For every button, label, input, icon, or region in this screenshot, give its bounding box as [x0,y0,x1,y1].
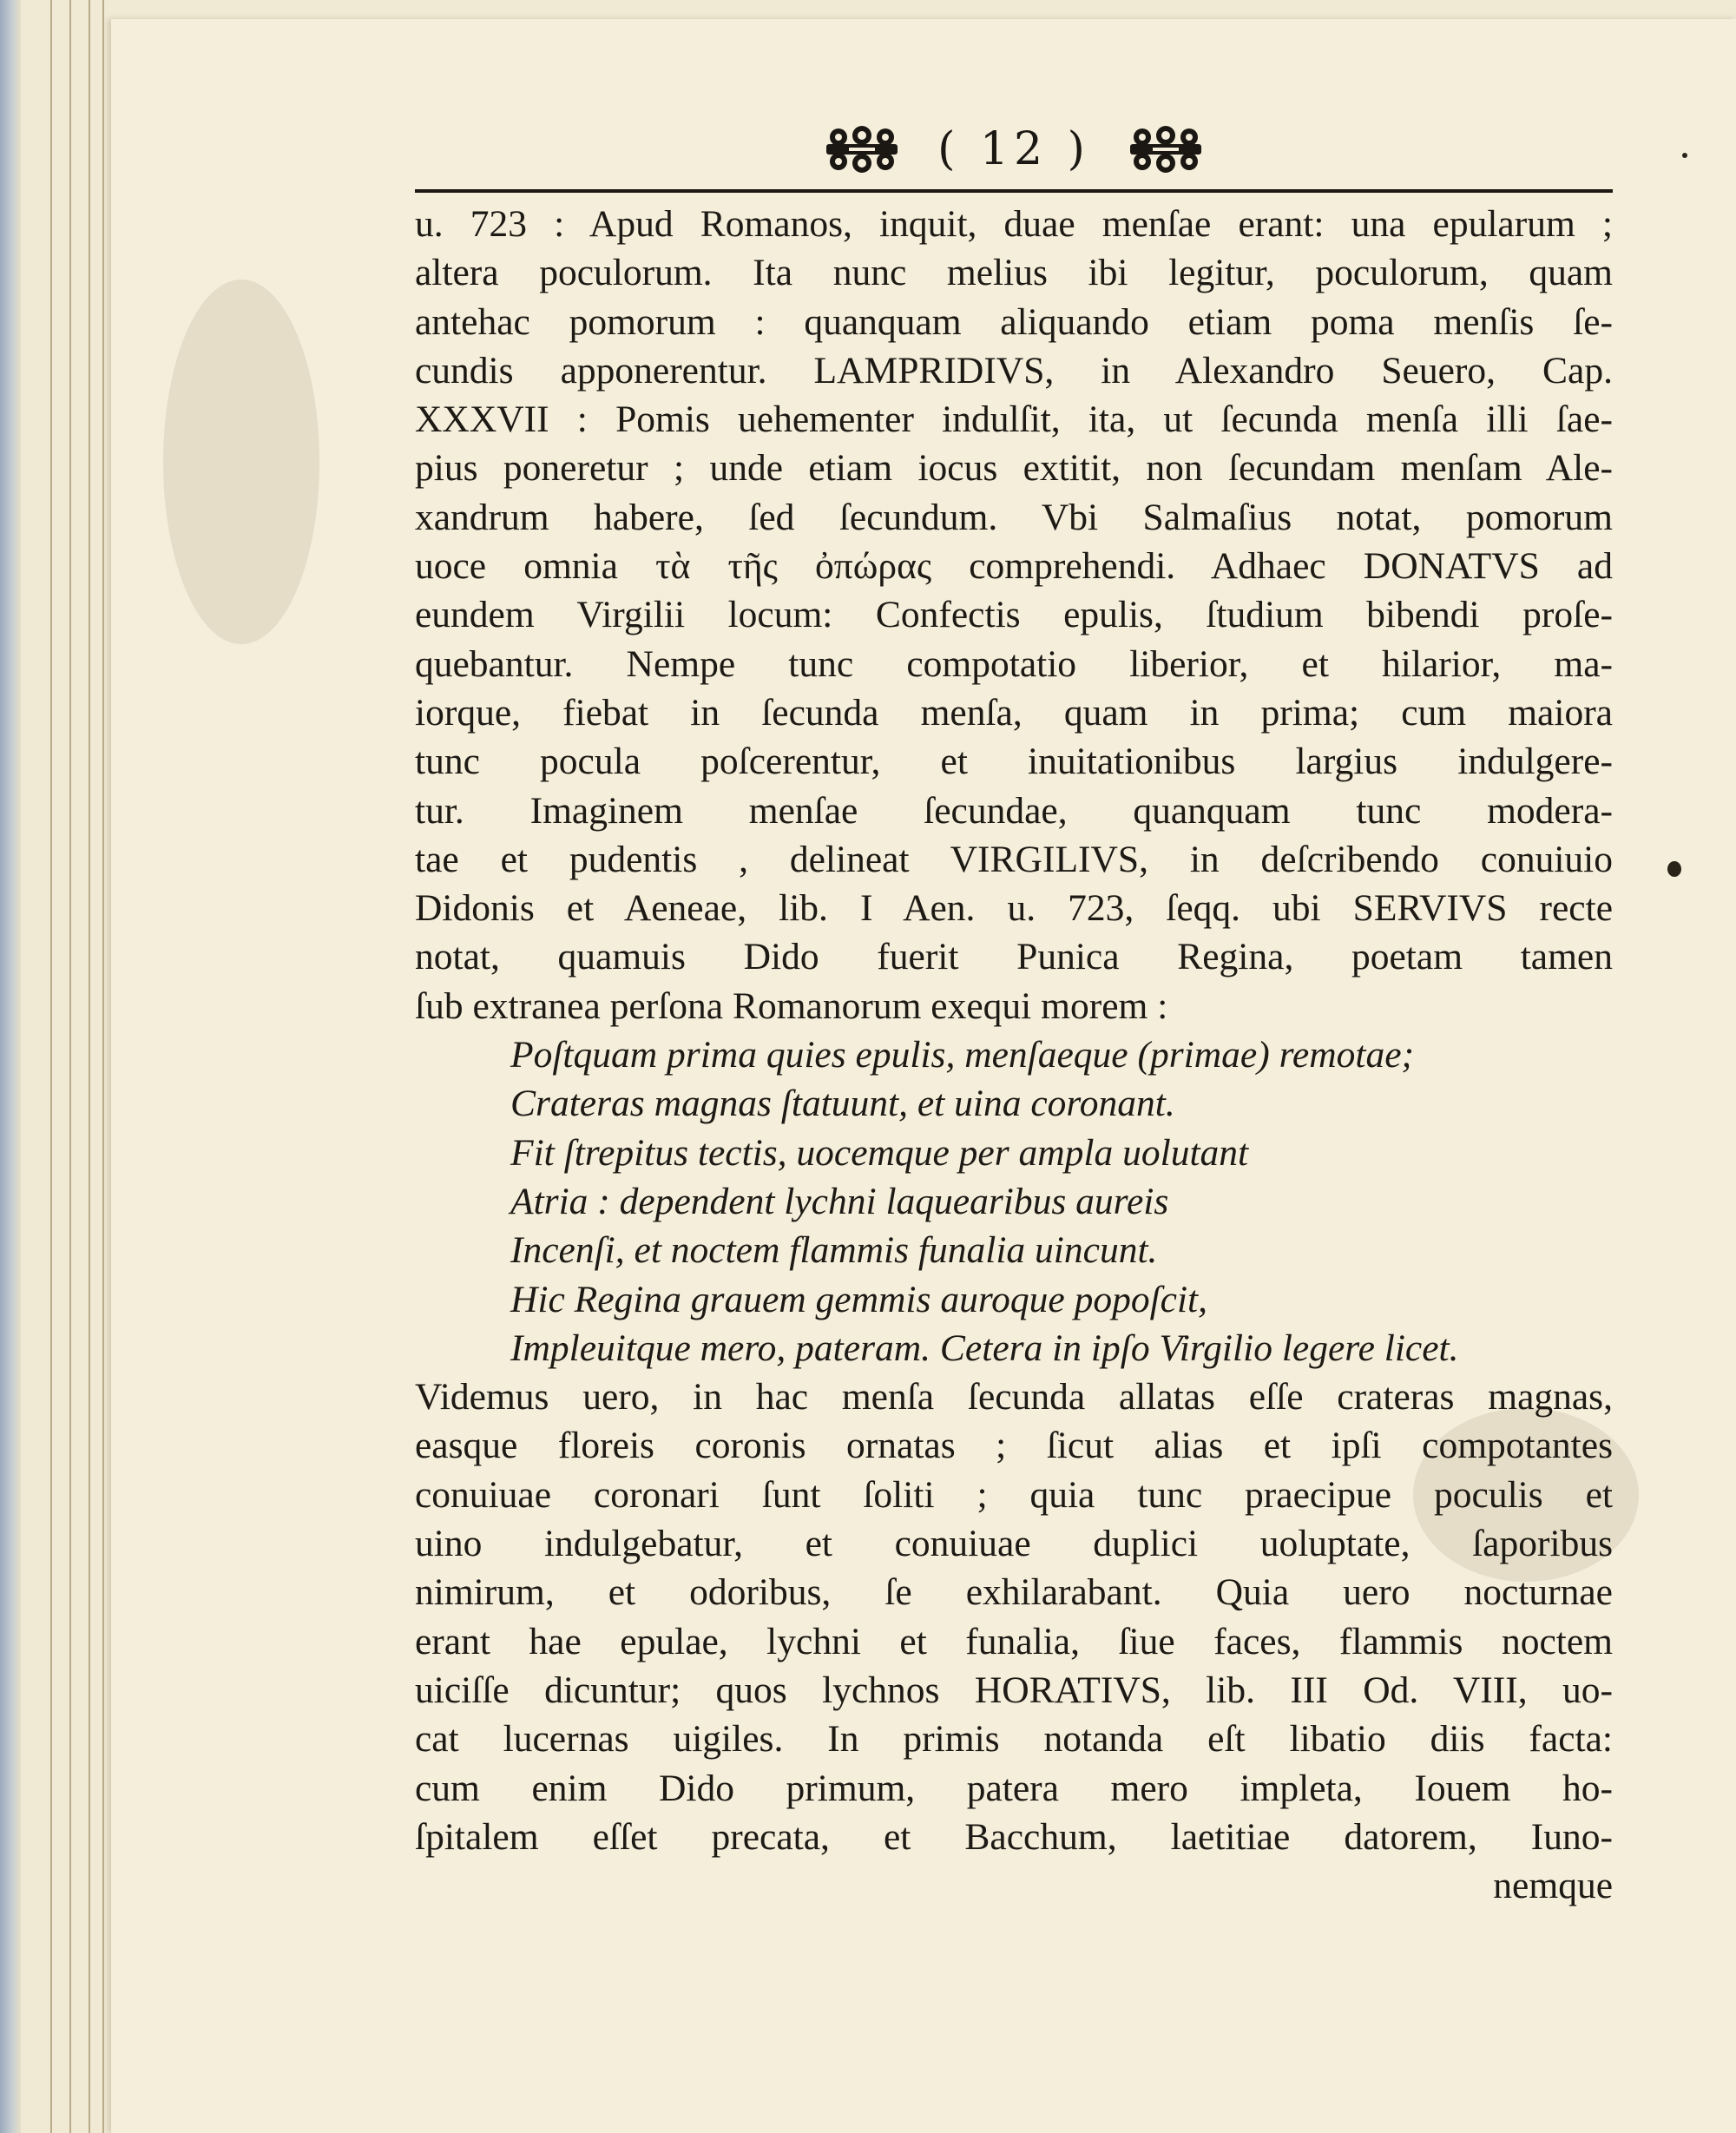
text-line: notat, quamuis Dido fuerit Punica Regina, poetam tamen [415,936,1613,978]
text-line: pius poneretur ; unde etiam iocus extitit, non ſecundam menſam Ale- [415,447,1613,490]
verse-line: Hic Regina grauem gemmis auroque popoſcit, [510,1278,1208,1320]
book-page [111,19,1736,2133]
text-line: nimirum, et odoribus, ſe exhilarabant. Quia uero nocturnae [415,1571,1613,1614]
fleuron-ornament-icon [823,125,901,174]
text-line: XXXVII : Pomis uehementer indulſit, ita, ut ſecunda menſa illi ſae- [415,398,1613,441]
text-line: u. 723 : Apud Romanos, inquit, duae menſae erant: una epularum ; [415,203,1613,245]
verse-line: Poſtquam prima quies epulis, menſaeque (primae) remotae; [510,1034,1414,1076]
text-line: cat lucernas uigiles. In primis notanda eſt libatio diis facta: [415,1718,1613,1761]
text-line: uoce omnia τὰ τῆς ὀπώρας comprehendi. Adhaec DONATVS ad [415,545,1613,588]
text-line: altera poculorum. Ita nunc melius ibi legitur, poculorum, quam [415,252,1613,294]
scan-edge [0,0,21,2133]
text-line: antehac pomorum : quanquam aliquando etiam poma menſis ſe- [415,300,1613,343]
verse-line: Crateras magnas ſtatuunt, et uina coronant. [510,1083,1175,1125]
text-line: cum enim Dido primum, patera mero impleta, Iouem ho- [415,1767,1613,1809]
text-line: xandrum habere, ſed ſecundum. Vbi Salmaſius notat, pomorum [415,496,1613,538]
text-line: tunc pocula poſcerentur, et inuitationibus largius indulgere- [415,741,1613,783]
page-leaf [50,0,52,2133]
verse-line: Fit ſtrepitus tectis, uocemque per ampla uolutant [510,1131,1249,1174]
page-leaf [89,0,90,2133]
page-number: ( 12 ) [937,123,1090,175]
fleuron-ornament-icon [1127,125,1205,174]
running-head [415,115,1613,184]
verse-line: Incenſi, et noctem flammis funalia uincunt. [510,1229,1158,1272]
catchword: nemque [1493,1865,1613,1907]
paper-smudge [163,280,319,644]
page-leaf [102,0,104,2133]
verse-line: Impleuitque mero, pateram. Cetera in ipſo Virgilio legere licet. [510,1327,1459,1369]
text-line: tur. Imaginem menſae ſecundae, quanquam tunc modera- [415,789,1613,832]
text-block [415,115,1726,1910]
text-line: uino indulgebatur, et conuiuae duplici uoluptate, ſaporibus [415,1523,1613,1565]
text-line: iorque, fiebat in ſecunda menſa, quam in prima; cum maiora [415,691,1613,734]
text-line: erant hae epulae, lychni et funalia, ſiue faces, flammis noctem [415,1620,1613,1662]
text-line: ſub extranea perſona Romanorum exequi morem : [415,984,1168,1027]
text-line: cundis apponerentur. LAMPRIDIVS, in Alexandro Seuero, Cap. [415,349,1613,392]
text-line: ſpitalem eſſet precata, et Bacchum, laetitiae datorem, Iuno- [415,1815,1613,1858]
verse-line: Atria : dependent lychni laquearibus aureis [510,1180,1169,1222]
text-line: Didonis et Aeneae, lib. I Aen. u. 723, ſeqq. ubi SERVIVS recte [415,887,1613,930]
text-line: quebantur. Nempe tunc compotatio liberior, et hilarior, ma- [415,642,1613,685]
text-line: Videmus uero, in hac menſa ſecunda allatas eſſe crateras magnas, [415,1376,1613,1419]
header-rule [415,189,1613,193]
text-line: eundem Virgilii locum: Confectis epulis, ſtudium bibendi proſe- [415,594,1613,636]
text-line: uiciſſe dicuntur; quos lychnos HORATIVS, lib. III Od. VIII, uo- [415,1669,1613,1711]
text-line: tae et pudentis , delineat VIRGILIVS, in deſcribendo conuiuio [415,838,1613,880]
body-text [415,200,1613,1910]
page-leaf [69,0,71,2133]
text-line: conuiuae coronari ſunt ſoliti ; quia tunc praecipue poculis et [415,1473,1613,1516]
text-line: easque floreis coronis ornatas ; ſicut alias et ipſi compotantes [415,1425,1613,1467]
